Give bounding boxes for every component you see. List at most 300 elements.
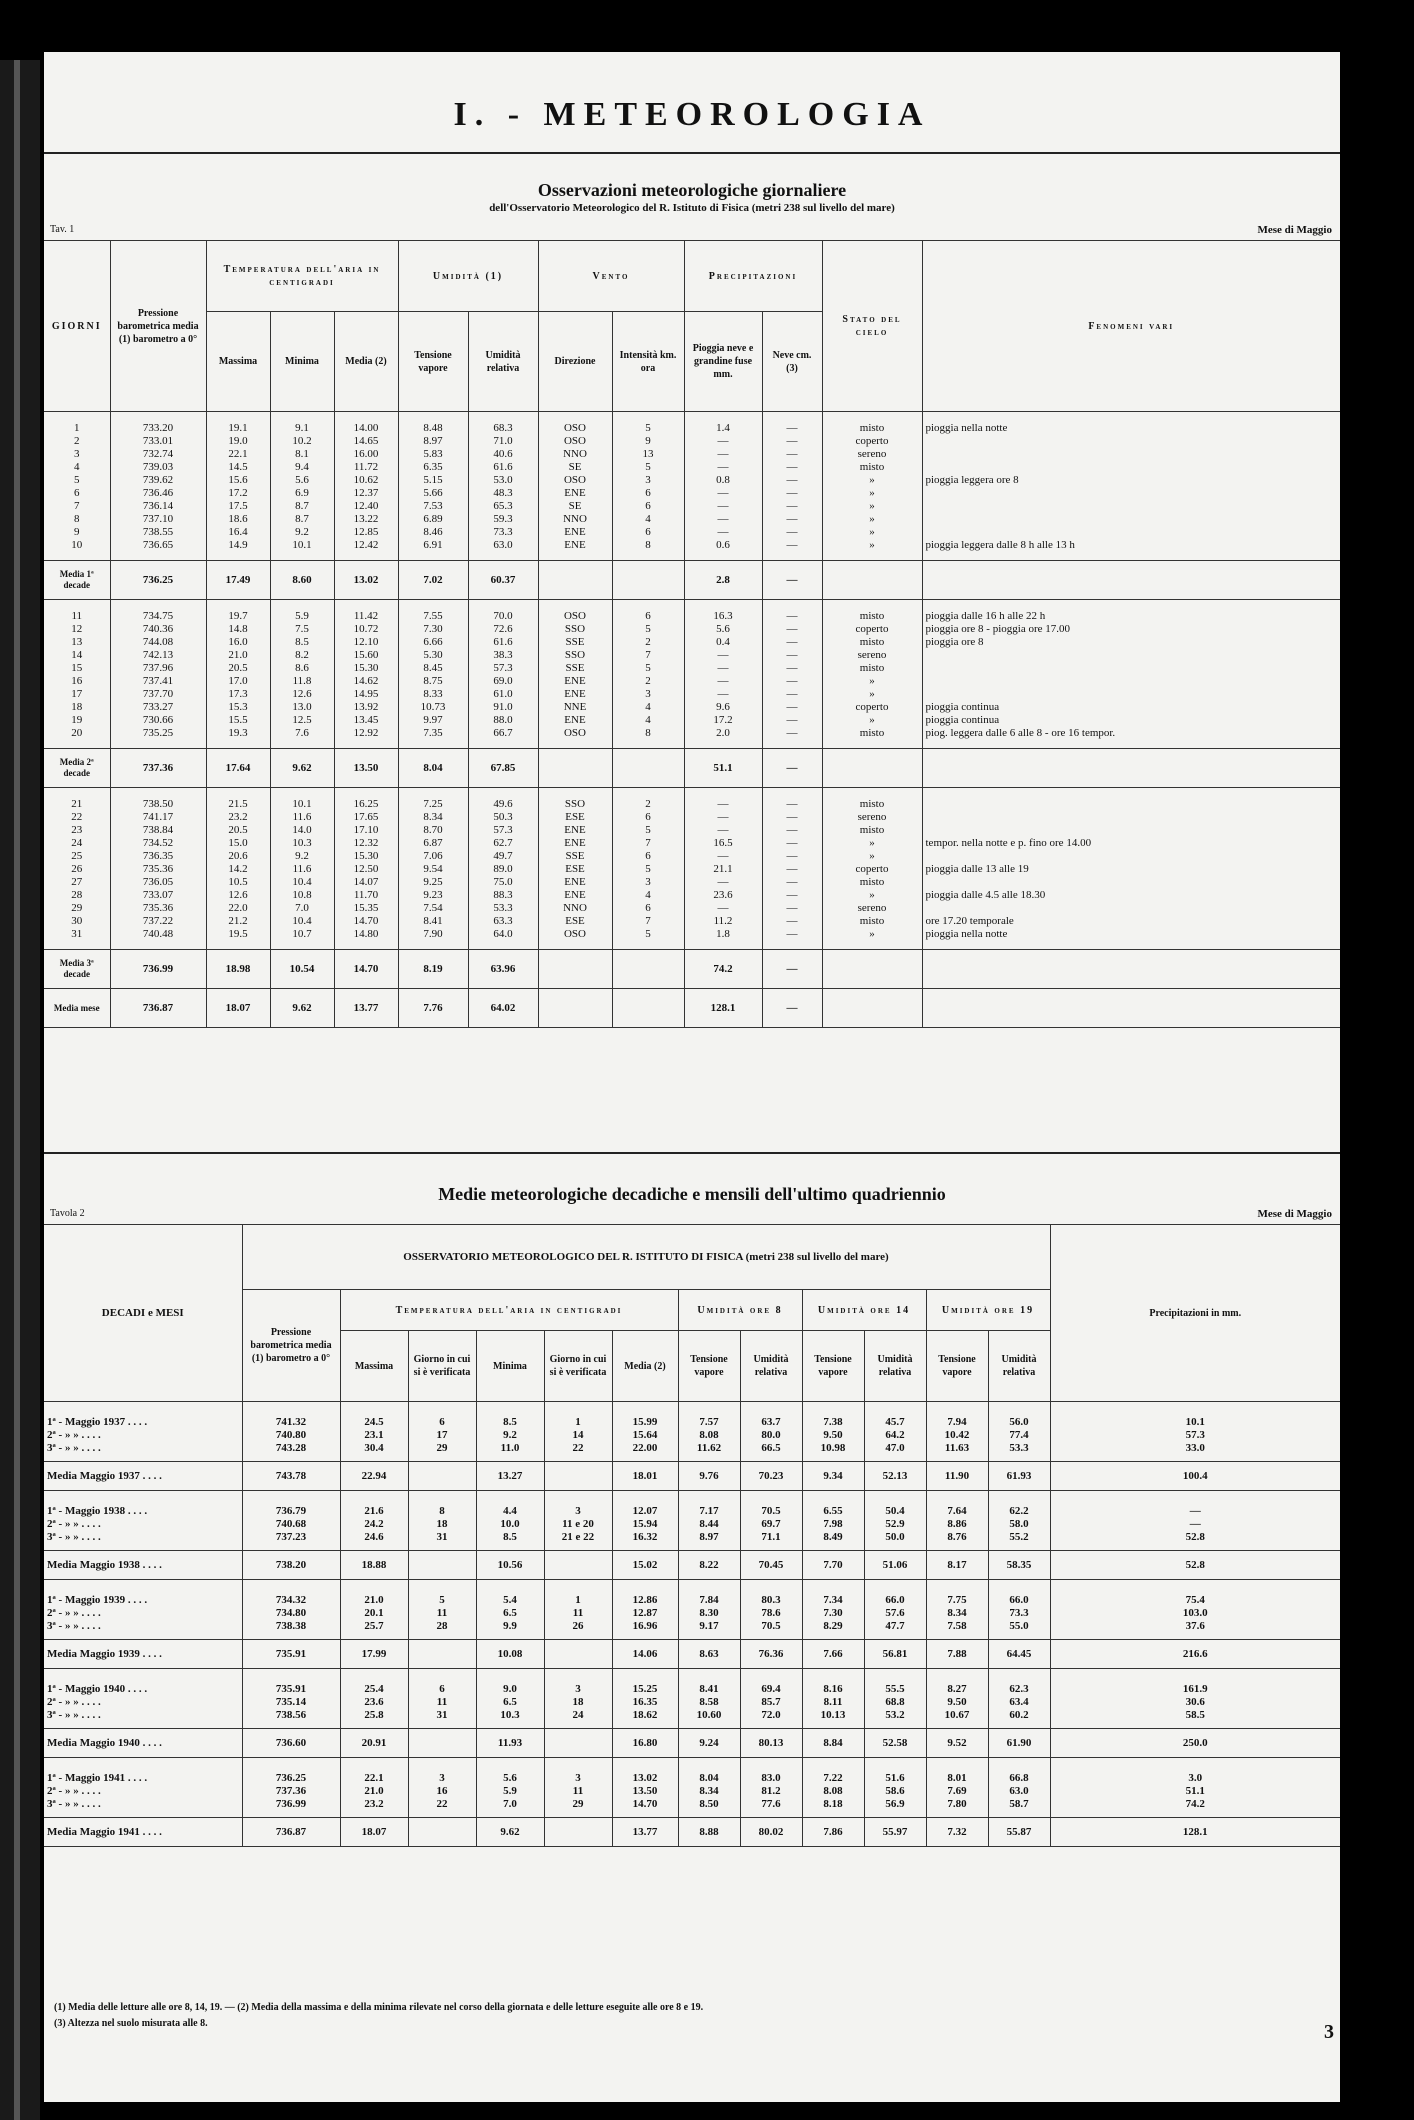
table-cell: ENE (538, 487, 612, 500)
table-cell: 26 (544, 1620, 612, 1640)
table-cell: 11.8 (270, 675, 334, 688)
table-cell: 22.0 (206, 902, 270, 915)
table-cell: 0.4 (684, 636, 762, 649)
table-cell: ENE (538, 876, 612, 889)
table-cell (922, 649, 1340, 662)
summary-cell: Media Maggio 1938 . . . . (44, 1551, 242, 1580)
table-cell: 7.38 (802, 1402, 864, 1430)
table-cell: 737.10 (110, 513, 206, 526)
table-cell: ESE (538, 863, 612, 876)
col-pioggia: Pioggia neve e grandine fuse mm. (684, 312, 762, 412)
table-cell: ENE (538, 824, 612, 837)
table-cell: 69.4 (740, 1669, 802, 1697)
table-cell: 739.03 (110, 461, 206, 474)
col2-umidita-19: Umidità ore 19 (926, 1290, 1050, 1331)
table-cell: 15.5 (206, 714, 270, 727)
table-cell: 70.5 (740, 1620, 802, 1640)
table-cell: 6 (408, 1669, 476, 1697)
table-cell: 8.34 (926, 1607, 988, 1620)
table-cell: 22 (544, 1442, 612, 1462)
table-cell: 3 (544, 1491, 612, 1519)
table-cell: 68.8 (864, 1696, 926, 1709)
table-cell: OSO (538, 474, 612, 487)
table-cell: 10.4 (270, 915, 334, 928)
table-cell: 735.36 (110, 902, 206, 915)
table-cell: 5.15 (398, 474, 468, 487)
table-cell: 6 (612, 811, 684, 824)
table-cell: 11.72 (334, 461, 398, 474)
col-precipitazioni-mm: Precipitazioni in mm. (1149, 1307, 1242, 1319)
summary-cell: 10.54 (270, 950, 334, 989)
summary-cell: 52.8 (1185, 1558, 1205, 1571)
summary-cell (538, 561, 612, 600)
table-cell: 4.4 (476, 1491, 544, 1519)
summary-cell: 736.87 (242, 1818, 340, 1847)
summary-cell: 7.76 (398, 989, 468, 1028)
table-cell: 5 (408, 1580, 476, 1608)
table-cell: 47.7 (864, 1620, 926, 1640)
footnote-1: (1) Media delle letture alle ore 8, 14, 19. — (2) Media della massima e della minima rilevate nel corso della giornata e delle letture eseguite alle ore 8 e 19. (54, 2002, 704, 2013)
table-cell: 6 (612, 600, 684, 624)
summary-cell: 10.08 (476, 1640, 544, 1669)
table-cell: 27 (44, 876, 110, 889)
table-row (44, 1402, 1340, 1430)
table-cell: 11.6 (270, 811, 334, 824)
table-cell: 11.62 (678, 1442, 740, 1462)
table-cell: 17.2 (684, 714, 762, 727)
table-row (44, 1709, 1340, 1729)
col2-pressione: Pressione barometrica media (1) barometro a 0° (242, 1290, 340, 1402)
table-cell: 13.50 (612, 1785, 678, 1798)
table-cell: 16.96 (612, 1620, 678, 1640)
table-cell: 15.30 (334, 850, 398, 863)
summary-cell: — (762, 989, 822, 1028)
table-cell: 8.5 (270, 636, 334, 649)
table-cell: 744.08 (110, 636, 206, 649)
table-cell: 5.9 (270, 600, 334, 624)
table-cell: 13.22 (334, 513, 398, 526)
summary-cell: 737.36 (110, 749, 206, 788)
table-cell: 77.4 (988, 1429, 1050, 1442)
table-cell: 8.5 (476, 1531, 544, 1551)
table-cell: 3 (544, 1758, 612, 1786)
table-cell: 22.00 (612, 1442, 678, 1462)
table-cell: 740.36 (110, 623, 206, 636)
col-minima: Minima (270, 312, 334, 412)
table-cell: sereno (822, 811, 922, 824)
table-cell: 6.5 (476, 1696, 544, 1709)
table-row (44, 662, 1340, 675)
table-cell: 25 (44, 850, 110, 863)
table-cell: misto (822, 727, 922, 749)
summary-cell: 18.07 (206, 989, 270, 1028)
table-cell: 12.5 (270, 714, 334, 727)
table-cell: 12.07 (612, 1491, 678, 1519)
table-cell: — (684, 500, 762, 513)
table-cell: 7.94 (926, 1402, 988, 1430)
table-cell: 9.25 (398, 876, 468, 889)
col-fenomeni: Fenomeni vari (1088, 320, 1175, 332)
summary-cell (544, 1729, 612, 1758)
summary-cell: 736.60 (242, 1729, 340, 1758)
summary-cell: Media Maggio 1941 . . . . (44, 1818, 242, 1847)
summary-cell: 64.02 (468, 989, 538, 1028)
col2-umrel-19: Umidità relativa (988, 1331, 1050, 1402)
summary-cell: 74.2 (684, 950, 762, 989)
table-cell: — (684, 675, 762, 688)
table-row (44, 539, 1340, 561)
table-cell: 11 (408, 1696, 476, 1709)
table-cell: pioggia dalle 13 alle 19 (925, 863, 1029, 875)
table-cell: 8.34 (678, 1785, 740, 1798)
table-cell: ENE (538, 714, 612, 727)
table-cell: 5.6 (476, 1758, 544, 1786)
table-cell: 12.50 (334, 863, 398, 876)
table-cell: 26 (44, 863, 110, 876)
decade-summary-row (44, 749, 1340, 788)
summary-cell: 52.13 (864, 1462, 926, 1491)
table-row (44, 1669, 1340, 1697)
table-cell: — (684, 649, 762, 662)
table-cell: 743.28 (242, 1442, 340, 1462)
table-cell: 16.3 (684, 600, 762, 624)
summary-cell: 8.04 (398, 749, 468, 788)
summary-cell (544, 1551, 612, 1580)
summary-cell: 13.27 (476, 1462, 544, 1491)
table-cell (922, 461, 1340, 474)
table-cell: 14.65 (334, 435, 398, 448)
table-cell: 12.92 (334, 727, 398, 749)
table-cell: 6.5 (476, 1607, 544, 1620)
table-cell: 736.46 (110, 487, 206, 500)
table-row (44, 688, 1340, 701)
table-cell: OSO (538, 928, 612, 950)
table-cell: OSO (538, 600, 612, 624)
table-cell: 21.0 (340, 1785, 408, 1798)
table-cell: 14.70 (612, 1798, 678, 1818)
table-row (44, 636, 1340, 649)
table-cell: 9 (44, 526, 110, 539)
col2-minima: Minima (476, 1331, 544, 1402)
table-cell: 7.58 (926, 1620, 988, 1640)
table-cell: 58.7 (988, 1798, 1050, 1818)
table-row (44, 513, 1340, 526)
table-cell: 5.4 (476, 1580, 544, 1608)
table-cell: — (762, 526, 822, 539)
table-cell: 13 (612, 448, 684, 461)
table-cell: 9.2 (476, 1429, 544, 1442)
table-cell: 63.0 (988, 1785, 1050, 1798)
summary-cell: 128.1 (684, 989, 762, 1028)
table-cell: 740.68 (242, 1518, 340, 1531)
table-cell: 57.3 (1185, 1429, 1205, 1441)
table-cell: 7.35 (398, 727, 468, 749)
table-cell: 8.16 (802, 1669, 864, 1697)
table-cell: pioggia nella notte (925, 928, 1008, 940)
table-cell: pioggia ore 8 - pioggia ore 17.00 (925, 623, 1070, 635)
table-cell: 1 (544, 1580, 612, 1608)
summary-cell: 8.63 (678, 1640, 740, 1669)
summary-cell (922, 749, 1340, 788)
summary-cell: 18.01 (612, 1462, 678, 1491)
table-cell: 7.22 (802, 1758, 864, 1786)
table-cell: 23.2 (206, 811, 270, 824)
table-cell: 737.96 (110, 662, 206, 675)
summary-cell: 52.58 (864, 1729, 926, 1758)
table-cell: 59.3 (468, 513, 538, 526)
table-cell: 65.3 (468, 500, 538, 513)
table-cell: — (762, 915, 822, 928)
table-cell: 5.66 (398, 487, 468, 500)
table-cell: 6.55 (802, 1491, 864, 1519)
table-cell: 13 (44, 636, 110, 649)
summary-cell: 13.77 (334, 989, 398, 1028)
table-cell: 8 (612, 539, 684, 561)
table-cell: 30 (44, 915, 110, 928)
table1-subheading: dell'Osservatorio Meteorologico del R. Istituto di Fisica (metri 238 sul livello del mare) (489, 202, 895, 214)
table-cell: — (762, 600, 822, 624)
table-cell: ESE (538, 811, 612, 824)
table-cell: 7.69 (926, 1785, 988, 1798)
table-cell: 16.25 (334, 788, 398, 812)
col2-media: Media (2) (612, 1331, 678, 1402)
table-cell: 733.07 (110, 889, 206, 902)
table-cell: 66.8 (988, 1758, 1050, 1786)
summary-cell: 11.93 (476, 1729, 544, 1758)
table-cell: 4 (612, 701, 684, 714)
table-cell: 19.3 (206, 727, 270, 749)
table-cell: 58.6 (864, 1785, 926, 1798)
summary-cell: 51.1 (684, 749, 762, 788)
table-cell: 0.8 (684, 474, 762, 487)
table-cell: 3ª - » » . . . . (44, 1531, 242, 1551)
table-cell: 81.2 (740, 1785, 802, 1798)
summary-cell: 7.66 (802, 1640, 864, 1669)
table-row (44, 474, 1340, 487)
table-cell: 12.87 (612, 1607, 678, 1620)
table-cell: 740.48 (110, 928, 206, 950)
table-cell: — (684, 850, 762, 863)
table-cell: 736.79 (242, 1491, 340, 1519)
table-cell: 6.35 (398, 461, 468, 474)
table-cell: 17 (408, 1429, 476, 1442)
table-cell: 61.6 (468, 636, 538, 649)
month-summary-row (44, 989, 1340, 1028)
table-cell: 58.0 (988, 1518, 1050, 1531)
col-temperatura: Temperatura dell'aria in centigradi (206, 241, 398, 312)
summary-cell: 9.62 (270, 989, 334, 1028)
table-cell: 17.65 (334, 811, 398, 824)
table-cell: 14.07 (334, 876, 398, 889)
summary-cell (408, 1818, 476, 1847)
table-cell: 14.5 (206, 461, 270, 474)
table-cell: 14.8 (206, 623, 270, 636)
summary-cell (538, 989, 612, 1028)
table-cell (922, 876, 1340, 889)
table-cell: ENE (538, 539, 612, 561)
summary-cell: 13.50 (334, 749, 398, 788)
table-cell: 8.48 (398, 412, 468, 436)
table-cell: 88.0 (468, 714, 538, 727)
table-cell: 28 (408, 1620, 476, 1640)
summary-cell: 7.88 (926, 1640, 988, 1669)
table-cell: 3ª - » » . . . . (44, 1442, 242, 1462)
table-cell: 17.5 (206, 500, 270, 513)
table-cell: — (762, 889, 822, 902)
table-cell: — (684, 902, 762, 915)
table-cell: 8.44 (678, 1518, 740, 1531)
summary-cell (922, 561, 1340, 600)
table-cell: 31 (44, 928, 110, 950)
summary-cell: 17.49 (206, 561, 270, 600)
table-cell: 5 (612, 662, 684, 675)
table-cell: 735.14 (242, 1696, 340, 1709)
summary-cell: 18.07 (340, 1818, 408, 1847)
table-cell: coperto (822, 435, 922, 448)
table-cell: 11 (544, 1785, 612, 1798)
summary-cell: Media Maggio 1937 . . . . (44, 1462, 242, 1491)
table-cell: 10.1 (270, 539, 334, 561)
table-row (44, 500, 1340, 513)
table-cell: misto (822, 788, 922, 812)
table-cell: 14.62 (334, 675, 398, 688)
summary-cell (408, 1640, 476, 1669)
table-cell: 63.7 (740, 1402, 802, 1430)
table-cell: 24 (44, 837, 110, 850)
table-cell: 7.54 (398, 902, 468, 915)
table-cell: 19.5 (206, 928, 270, 950)
summary-cell (408, 1462, 476, 1491)
table-cell: 12.6 (270, 688, 334, 701)
table-cell: 10.3 (270, 837, 334, 850)
table-cell: misto (822, 412, 922, 436)
table-cell: 80.3 (740, 1580, 802, 1608)
summary-cell: 8.88 (678, 1818, 740, 1847)
table-cell: 14.95 (334, 688, 398, 701)
table-cell: 17.2 (206, 487, 270, 500)
table-cell: — (762, 448, 822, 461)
table-cell: 3ª - » » . . . . (44, 1620, 242, 1640)
table-cell: NNE (538, 701, 612, 714)
decade-summary-row (44, 561, 1340, 600)
table-cell: — (762, 474, 822, 487)
summary-cell: 13.77 (612, 1818, 678, 1847)
table-row (44, 902, 1340, 915)
table-cell: 10.5 (206, 876, 270, 889)
table-cell: misto (822, 662, 922, 675)
table-row (44, 1580, 1340, 1608)
table-cell: 62.2 (988, 1491, 1050, 1519)
table-cell: 738.50 (110, 788, 206, 812)
table-cell: 6 (44, 487, 110, 500)
summary-cell: 70.45 (740, 1551, 802, 1580)
table-cell: coperto (822, 701, 922, 714)
table-cell: 1 (544, 1402, 612, 1430)
table-cell: » (822, 714, 922, 727)
table-cell: 8.08 (678, 1429, 740, 1442)
table-cell: — (762, 662, 822, 675)
table-cell: 15.99 (612, 1402, 678, 1430)
summary-cell: 14.70 (334, 950, 398, 989)
table-cell: 2ª - » » . . . . (44, 1607, 242, 1620)
table-cell: 8.41 (398, 915, 468, 928)
table-row (44, 1531, 1340, 1551)
table-cell: 10.73 (398, 701, 468, 714)
table-cell: — (762, 701, 822, 714)
col-umidita: Umidità (1) (398, 241, 538, 312)
summary-cell: 735.91 (242, 1640, 340, 1669)
table-cell: — (762, 513, 822, 526)
year-summary-row (44, 1462, 1340, 1491)
table-cell: 3.0 (1188, 1772, 1203, 1784)
summary-cell: 17.64 (206, 749, 270, 788)
table-cell: 24 (544, 1709, 612, 1729)
table-cell: 1ª - Maggio 1941 . . . . (44, 1758, 242, 1786)
table-cell: 7.30 (398, 623, 468, 636)
table-cell: 19.7 (206, 600, 270, 624)
table-cell: 11.0 (476, 1442, 544, 1462)
summary-cell: Media 1ª decade (44, 561, 110, 600)
table-cell: 736.05 (110, 876, 206, 889)
table-cell: 8.27 (926, 1669, 988, 1697)
table-cell: 8 (408, 1491, 476, 1519)
summary-cell: — (762, 950, 822, 989)
summary-cell (544, 1640, 612, 1669)
table-cell: 30.6 (1185, 1696, 1205, 1708)
table-cell: — (762, 837, 822, 850)
table-cell: ENE (538, 526, 612, 539)
table-cell: 10.13 (802, 1709, 864, 1729)
table-cell: NNO (538, 902, 612, 915)
table-cell: 53.3 (988, 1442, 1050, 1462)
table-cell: 12.85 (334, 526, 398, 539)
table-cell: 5.6 (270, 474, 334, 487)
table-cell: 8.1 (270, 448, 334, 461)
table-cell: 16.00 (334, 448, 398, 461)
table-cell: 15.94 (612, 1518, 678, 1531)
table-cell: SSO (538, 649, 612, 662)
table-cell: 13.45 (334, 714, 398, 727)
table-cell: 8.2 (270, 649, 334, 662)
table-cell: 49.6 (468, 788, 538, 812)
table-cell: 29 (408, 1442, 476, 1462)
table-cell: 20.6 (206, 850, 270, 863)
table-cell: 5 (612, 412, 684, 436)
summary-cell: 2.8 (684, 561, 762, 600)
table-cell: 8.58 (678, 1696, 740, 1709)
table-cell: 23.2 (340, 1798, 408, 1818)
table-cell: — (762, 539, 822, 561)
table-row (44, 487, 1340, 500)
table-cell: 10.72 (334, 623, 398, 636)
table-cell: 21.0 (340, 1580, 408, 1608)
table-cell: 8.70 (398, 824, 468, 837)
table-cell: 13.92 (334, 701, 398, 714)
table-cell: 7.90 (398, 928, 468, 950)
table-cell: 11 e 20 (544, 1518, 612, 1531)
table-cell: SE (538, 461, 612, 474)
table-cell: coperto (822, 863, 922, 876)
table-cell: — (762, 623, 822, 636)
table-cell: SSE (538, 850, 612, 863)
table-cell: 1ª - Maggio 1939 . . . . (44, 1580, 242, 1608)
table-cell: 30.4 (340, 1442, 408, 1462)
summary-cell: 11.90 (926, 1462, 988, 1491)
col2-umrel-8: Umidità relativa (740, 1331, 802, 1402)
table-row (44, 675, 1340, 688)
table-cell (922, 902, 1340, 915)
table-row (44, 1785, 1340, 1798)
